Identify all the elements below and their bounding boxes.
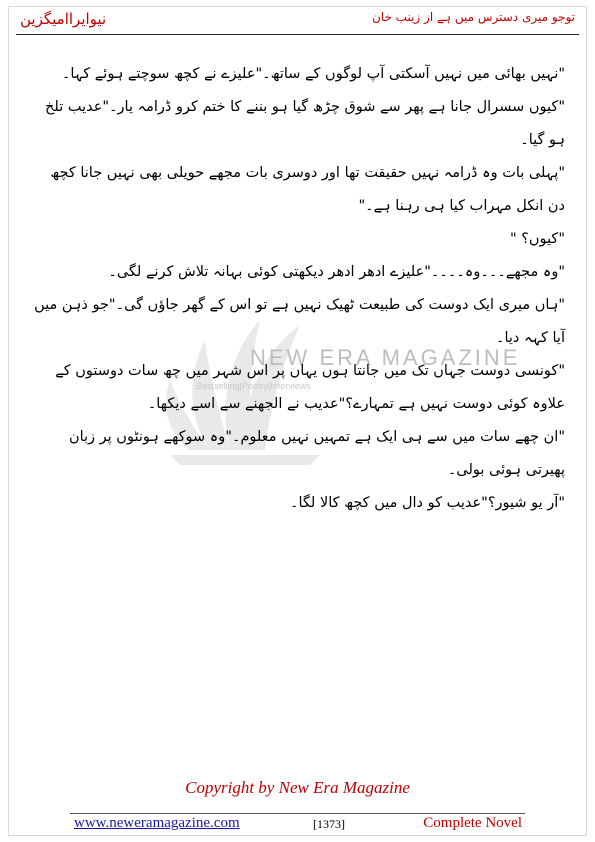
website-link[interactable]: www.neweramagazine.com (74, 815, 240, 831)
page-number: [1373] (313, 817, 345, 831)
page-header (20, 10, 575, 32)
paragraph: "پہلی بات وہ ڈرامہ نہیں حقیقت تھا اور دوسری بات مجھے حویلی بھی نہیں جانا کچھ دن انکل مہراب کیا ہی رہنا ہے۔" (50, 165, 565, 214)
paragraph: "وہ مجھے۔۔۔وہ۔۔۔۔"علیزے ادھر ادھر دیکھتی کوئی بہانہ تلاش کرنے لگی۔ (108, 264, 565, 280)
header-divider (16, 34, 579, 35)
page-footer (0, 815, 595, 837)
footer-divider (70, 813, 525, 814)
copyright-notice: Copyright by New Era Magazine (185, 778, 410, 797)
paragraph: "کیوں؟ " (509, 231, 565, 247)
paragraph: "ہاں میری ایک دوست کی طبیعت ٹھیک نہیں ہے تو اس کے گھر جاؤں گی۔"جو ذہن میں آیا کہہ دیا۔ (34, 297, 565, 346)
paragraph: "ان چھے سات میں سے ہی ایک ہے تمہیں نہیں معلوم۔"وہ سوکھے ہونٹوں پر زبان پھیرتی ہوئی بولی۔ (68, 429, 565, 478)
watermark-subtitle: Bestselling|Poetry|Interviews (196, 381, 311, 391)
watermark-title: NEW ERA MAGAZINE (250, 345, 521, 370)
magazine-name: نیوایراامیگزین (20, 10, 107, 28)
paragraph: "آر یو شیور؟"عدیب کو دال میں کچھ کالا لگا۔ (290, 495, 565, 511)
paragraph: "نہیں بھائی میں نہیں آسکتی آپ لوگوں کے ساتھ۔"علیزے نے کچھ سوچتے ہوئے کہا۔ (61, 66, 565, 82)
novel-title: توجو میری دسترس میں ہے از زینب خان (371, 10, 575, 24)
paragraph: "کونسی دوست جہاں تک میں جانتا ہوں یہاں پر اس شہر میں چھ سات دوستوں کے علاوہ کوئی دوست نہیں ہے تمہارے؟"عدیب نے الجھنے سے اسے دیکھا۔ (55, 363, 565, 412)
story-body (30, 58, 565, 520)
paragraph: "کیوں سسرال جانا ہے پھر سے شوق چڑھ گیا ہو بننے کا ختم کرو ڈرامہ یار۔"عدیب تلخ ہو گیا۔ (45, 99, 565, 148)
category-label: Complete Novel (423, 815, 522, 831)
